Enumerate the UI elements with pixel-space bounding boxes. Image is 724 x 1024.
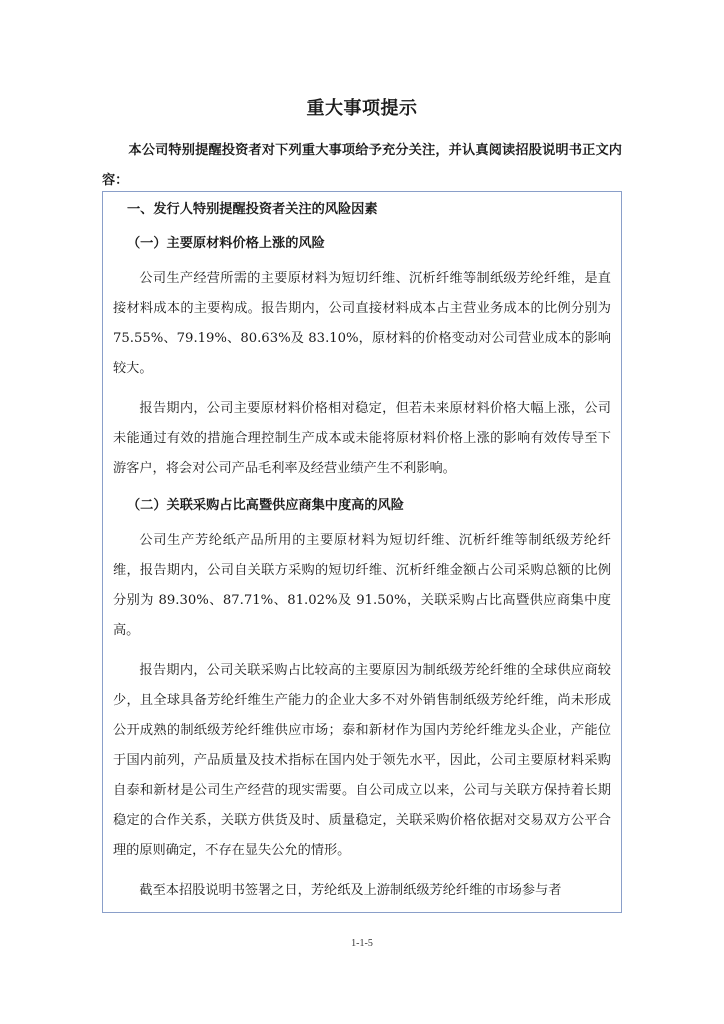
- paragraph: 截至本招股说明书签署之日，芳纶纸及上游制纸级芳纶纤维的市场参与者: [139, 883, 562, 898]
- subsection-heading-raw-material: （一）主要原材料价格上涨的风险: [127, 236, 325, 251]
- paragraph: 公司生产芳纶纸产品所用的主要原材料为短切纤维、沉析纤维等制纸级芳纶纤维，报告期内，公司自关联方采购的短切纤维、沉析纤维金额占公司采购总额的比例分别为 89.30%、87.71%、81.02%及 91.50%，关联采购占比高暨供应商集中度高。: [113, 533, 611, 638]
- page-title: 重大事项提示: [306, 98, 418, 119]
- section-heading: 一、发行人特别提醒投资者关注的风险因素: [127, 202, 378, 217]
- paragraph: 公司生产经营所需的主要原材料为短切纤维、沉析纤维等制纸级芳纶纤维，是直接材料成本的主要构成。报告期内，公司直接材料成本占主营业务成本的比例分别为 75.55%、79.19%、80.63%及 83.10%，原材料的价格变动对公司营业成本的影响较大。: [113, 271, 611, 376]
- page-number: 1-1-5: [351, 938, 373, 949]
- subsection-heading-related-procurement: （二）关联采购占比高暨供应商集中度高的风险: [127, 498, 404, 513]
- paragraph: 报告期内，公司主要原材料价格相对稳定，但若未来原材料价格大幅上涨，公司未能通过有效的措施合理控制生产成本或未能将原材料价格上涨的影响有效传导至下游客户，将会对公司产品毛利率及经营业绩产生不利影响。: [113, 401, 611, 476]
- risk-factors-box: [102, 191, 622, 913]
- intro-paragraph: 本公司特别提醒投资者对下列重大事项给予充分关注，并认真阅读招股说明书正文内容：: [102, 143, 622, 188]
- paragraph: 报告期内，公司关联采购占比较高的主要原因为制纸级芳纶纤维的全球供应商较少，且全球具备芳纶纤维生产能力的企业大多不对外销售制纸级芳纶纤维，尚未形成公开成熟的制纸级芳纶纤维供应市场；泰和新材作为国内芳纶纤维龙头企业，产能位于国内前列，产品质量及技术指标在国内处于领先水平，因此，公司主要原材料采购自泰和新材是公司生产经营的现实需要。自公司成立以来，公司与关联方保持着长期稳定的合作关系，关联方供货及时、质量稳定，关联采购价格依据对交易双方公平合理的原则确定，不存在显失公允的情形。: [113, 663, 611, 858]
